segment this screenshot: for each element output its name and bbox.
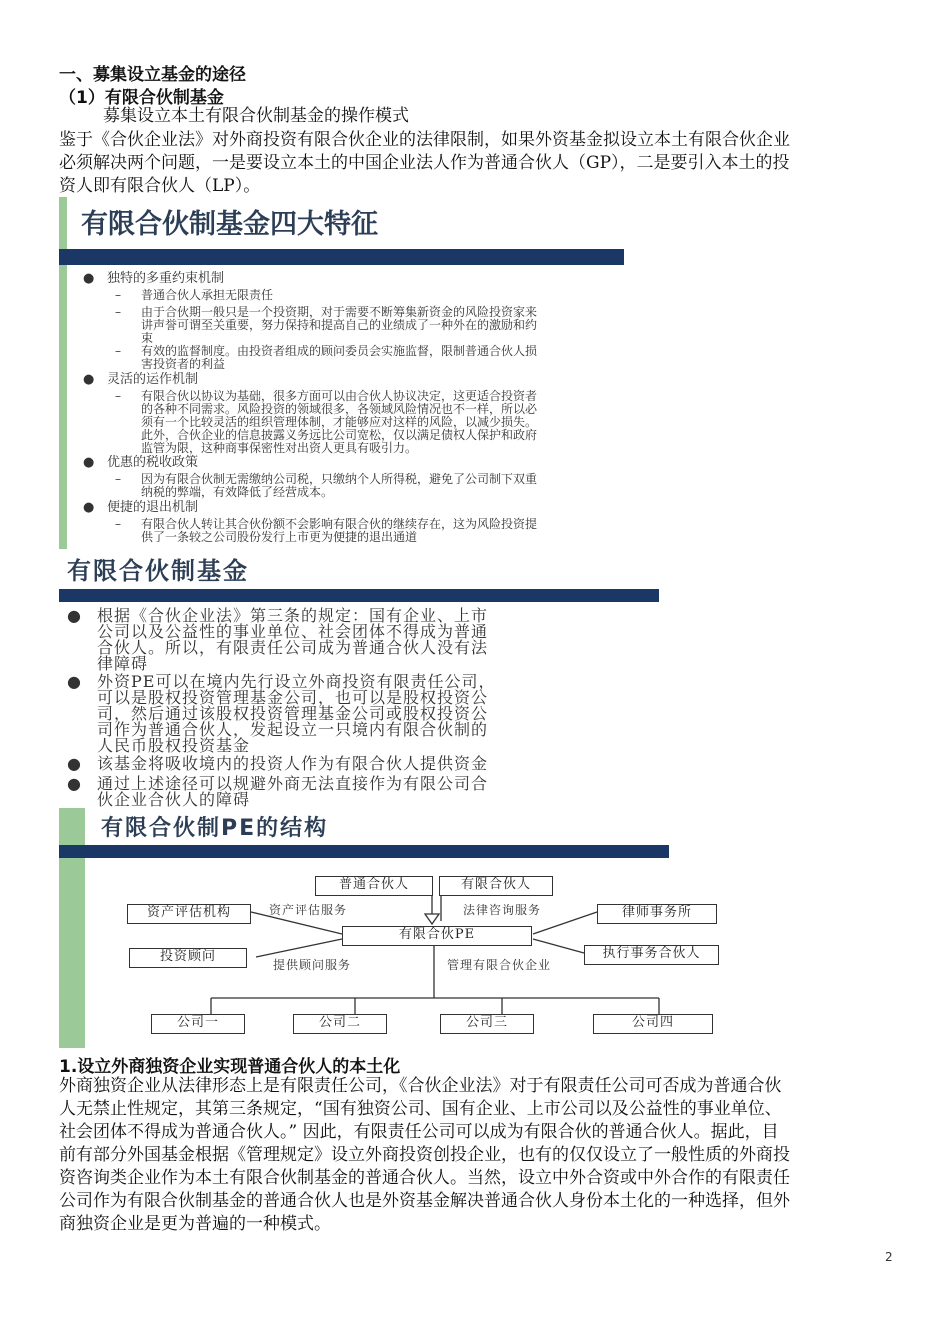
slide2-item: ● 根据《合伙企业法》第三条的规定：国有企业、上市 公司以及公益性的事业单位、社会团体不得成为普通 合伙人。所以，有限责任公司成为普通合伙人没有法 律障碍 <box>67 606 489 673</box>
box-company-1: 公司一 <box>151 1014 245 1034</box>
slide-pe-structure <box>59 808 729 1048</box>
para-line: 外商独资企业从法律形态上是有限责任公司，《合伙企业法》对于有限责任公司可否成为普通合伙 <box>59 1076 782 1096</box>
label-manage-partnership: 管理有限合伙企业 <box>447 958 552 972</box>
intro-line: 必须解决两个问题，一是要设立本土的中国企业法人作为普通合伙人（GP），二是要引入本土的投 <box>59 153 790 173</box>
box-executive-partner: 执行事务合伙人 <box>584 945 719 965</box>
box-company-4: 公司四 <box>593 1014 713 1034</box>
label-legal-service: 法律咨询服务 <box>463 903 542 917</box>
para-line: 人无禁止性规定，其第三条规定，“国有独资公司、国有企业、上市公司以及公益性的事业单位、 <box>59 1099 782 1119</box>
para-line: 公司作为有限合伙制基金的普通合伙人也是外资基金解决普通合伙人身份本土化的一种选择，但外 <box>59 1191 790 1211</box>
intro-line: 资人即有限合伙人（LP）。 <box>59 176 261 196</box>
slide-title: 有限合伙制基金 <box>67 557 249 585</box>
feature-sub: – 有效的监督制度。由投资者组成的顾问委员会实施监督，限制普通合伙人损 害投资者的利益 <box>115 344 538 371</box>
feature-sub: – 有限合伙人转让其合伙份额不会影响有限合伙的继续存在，这为风险投资提 供了一条较之公司股份发行上市更为便捷的退出通道 <box>115 517 538 544</box>
intro-paragraph <box>59 129 790 198</box>
feature-item: ● 独特的多重约束机制 <box>83 271 225 286</box>
slide2-item: ● 通过上述途径可以规避外商无法直接作为有限公司合 伙企业合伙人的障碍 <box>67 774 489 809</box>
para-line: 社会团体不得成为普通合伙人。” 因此，有限责任公司可以成为有限合伙的普通合伙人。据此，目 <box>59 1122 779 1142</box>
box-company-2: 公司二 <box>293 1014 387 1034</box>
subheading: 募集设立本土有限合伙制基金的操作模式 <box>103 106 409 126</box>
box-limited-partner: 有限合伙人 <box>439 876 553 896</box>
feature-item: ● 灵活的运作机制 <box>83 372 199 387</box>
box-appraisal-agency: 资产评估机构 <box>127 904 251 924</box>
section-paragraph <box>59 1075 790 1236</box>
heading-1: 一、募集设立基金的途径 <box>59 65 246 85</box>
feature-sub: – 由于合伙期一般只是一个投资期，对于需要不断筹集新资金的风险投资家来 讲声誉可谓至关重要，努力保持和提高自己的业绩成了一种外在的激励和约 束 <box>115 305 538 345</box>
slide-title: 有限合伙制基金四大特征 <box>81 209 378 240</box>
slide2-item: ● 该基金将吸收境内的投资人作为有限合伙人提供资金 <box>67 754 489 773</box>
label-advisory-service: 提供顾问服务 <box>273 958 352 972</box>
section-title: 1.设立外商独资企业实现普通合伙人的本土化 <box>59 1057 401 1077</box>
heading-2: （1）有限合伙制基金 <box>59 88 224 108</box>
box-investment-advisor: 投资顾问 <box>129 948 247 968</box>
label-appraisal-service: 资产评估服务 <box>269 903 348 917</box>
feature-sub: – 普通合伙人承担无限责任 <box>115 288 274 302</box>
page-number: 2 <box>885 1250 893 1264</box>
feature-item: ● 优惠的税收政策 <box>83 455 199 470</box>
feature-sub: – 有限合伙以协议为基础，很多方面可以由合伙人协议决定，这更适合投资者 的各种不同需求。风险投资的领域很多，各领域风险情况也不一样，所以必 须有一个比较灵活的组织管理体制，才能够应对这样的风险，以减少损失。 此外，合伙企业的信息披露义务远比公司宽松，仅以满足债权人保护和政府 监管为限，这种商事保密性对出资人更具有吸引力。 <box>115 389 538 455</box>
para-line: 前有部分外国基金根据《管理规定》设立外商投资创投企业，也有的仅仅设立了一般性质的外商投 <box>59 1145 790 1165</box>
intro-line: 鉴于《合伙企业法》对外商投资有限合伙企业的法律限制，如果外资基金拟设立本土有限合伙企业 <box>59 130 790 150</box>
box-general-partner: 普通合伙人 <box>315 876 433 896</box>
slide-title-rule <box>59 589 659 602</box>
box-law-firm: 律师事务所 <box>597 904 717 924</box>
slide2-item: ● 外资PE可以在境内先行设立外商投资有限责任公司， 可以是股权投资管理基金公司，也可以是股权投资公 司，然后通过该股权投资管理基金公司或股权投资公 司作为普通合伙人，发起设立一只境内有限合伙制的 人民币股权投资基金 <box>67 672 496 755</box>
para-line: 资咨询类企业作为本土有限合伙制基金的普通合伙人。当然，设立中外合资或中外合作的有限责任 <box>59 1168 790 1188</box>
box-lp-pe: 有限合伙PE <box>342 926 532 946</box>
slide-four-features <box>59 197 689 549</box>
slide-title: 有限合伙制PE的结构 <box>101 816 329 841</box>
feature-item: ● 便捷的退出机制 <box>83 500 199 515</box>
slide-title-rule <box>59 249 624 265</box>
feature-sub: – 因为有限合伙制无需缴纳公司税，只缴纳个人所得税，避免了公司制下双重 纳税的弊端，有效降低了经营成本。 <box>115 472 538 499</box>
para-line: 商独资企业是更为普遍的一种模式。 <box>59 1214 331 1234</box>
box-company-3: 公司三 <box>440 1014 534 1034</box>
slide-lp-fund <box>59 549 724 807</box>
